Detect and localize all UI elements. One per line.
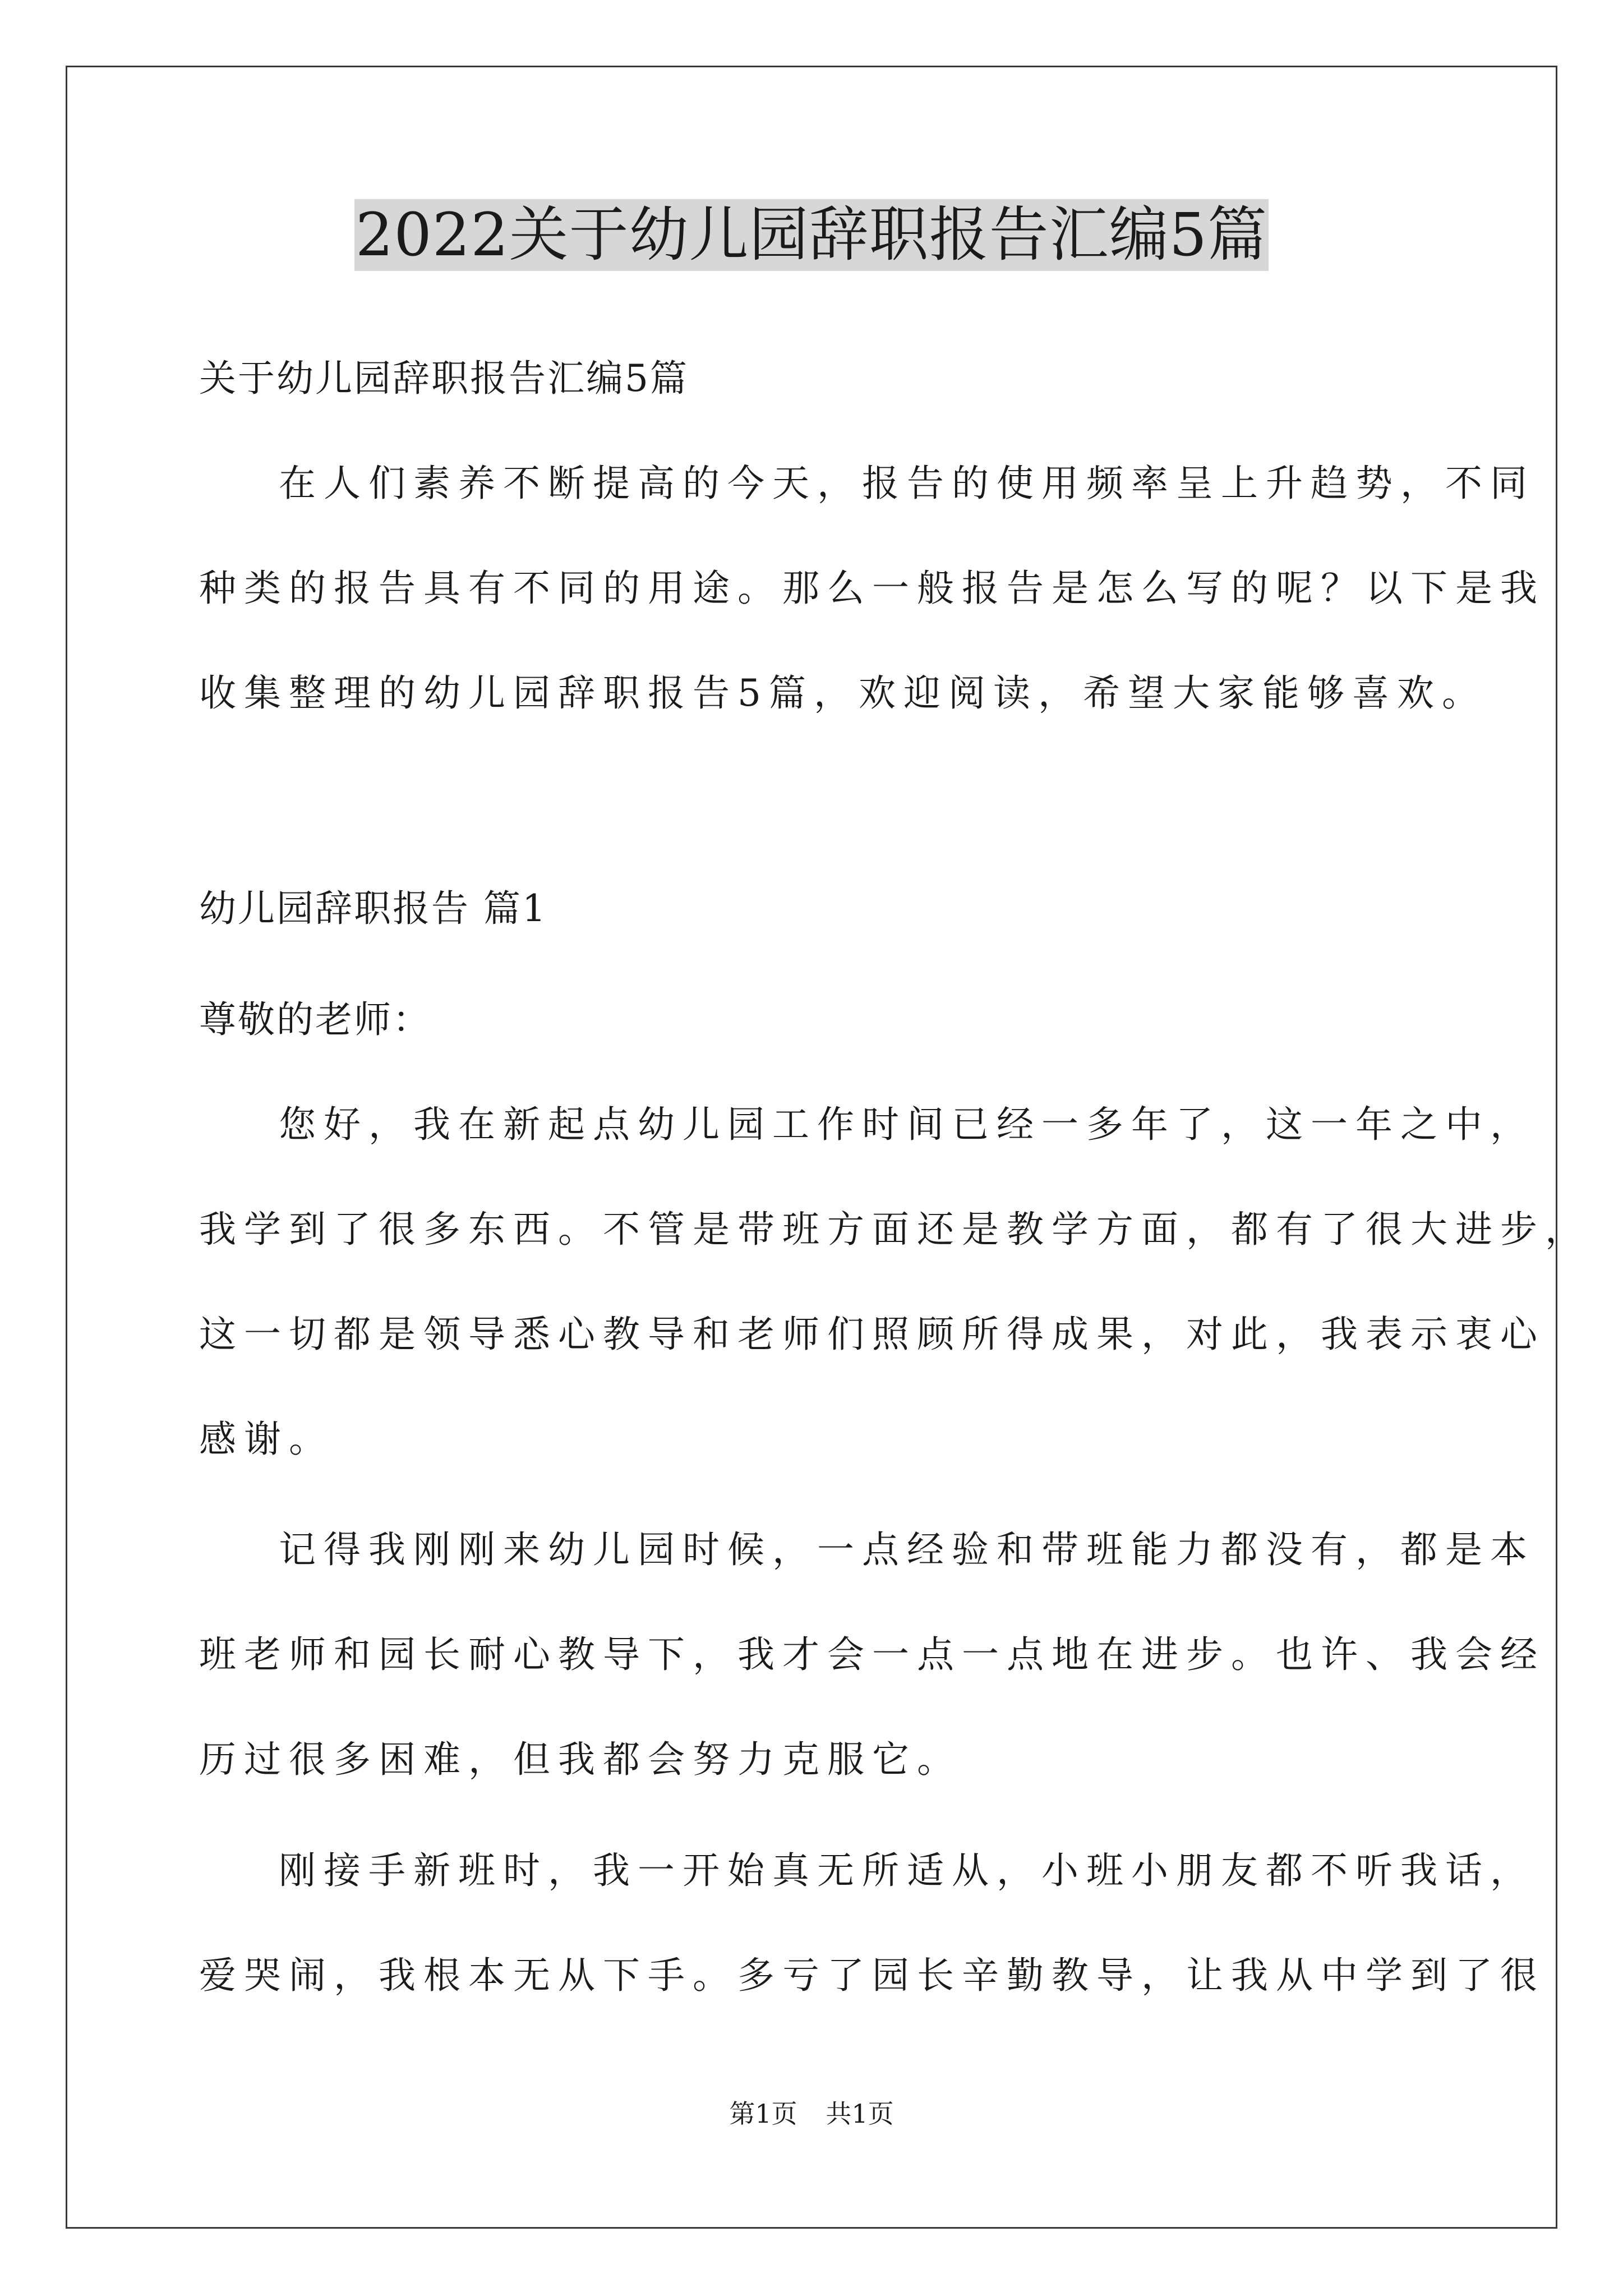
paragraph-line: 历过很多困难，但我都会努力克服它。 (199, 1738, 962, 1781)
page-footer (0, 2098, 1623, 2129)
document-title: 2022关于幼儿园辞职报告汇编5篇 (354, 199, 1269, 271)
page-number-current: 第1页 (729, 2099, 797, 2129)
page-number-total: 共1页 (826, 2099, 894, 2129)
paragraph-line: 这一切都是领导悉心教导和老师们照顾所得成果，对此，我表示衷心 (199, 1313, 1545, 1356)
paragraph-line: 记得我刚刚来幼儿园时候，一点经验和带班能力都没有，都是本 (279, 1528, 1535, 1571)
paragraph-line: 爱哭闹，我根本无从下手。多亏了园长辛勤教导，让我从中学到了很 (199, 1954, 1545, 1997)
title-container (0, 199, 1623, 271)
document-subtitle: 关于幼儿园辞职报告汇编5篇 (199, 357, 689, 400)
paragraph-line: 刚接手新班时，我一开始真无所适从，小班小朋友都不听我话， (279, 1849, 1535, 1892)
paragraph-line: 班老师和园长耐心教导下，我才会一点一点地在进步。也许、我会经 (199, 1633, 1545, 1676)
intro-line: 种类的报告具有不同的用途。那么一般报告是怎么写的呢？以下是我 (199, 567, 1545, 610)
salutation: 尊敬的老师： (199, 998, 431, 1041)
intro-line: 在人们素养不断提高的今天，报告的使用频率呈上升趋势，不同 (279, 462, 1535, 505)
section-heading: 幼儿园辞职报告 篇1 (199, 887, 547, 930)
intro-line: 收集整理的幼儿园辞职报告5篇，欢迎阅读，希望大家能够喜欢。 (199, 671, 1487, 715)
paragraph-line: 感谢。 (199, 1418, 334, 1461)
paragraph-line: 您好，我在新起点幼儿园工作时间已经一多年了，这一年之中， (279, 1103, 1535, 1146)
paragraph-line: 我学到了很多东西。不管是带班方面还是教学方面，都有了很大进步， (199, 1208, 1590, 1251)
